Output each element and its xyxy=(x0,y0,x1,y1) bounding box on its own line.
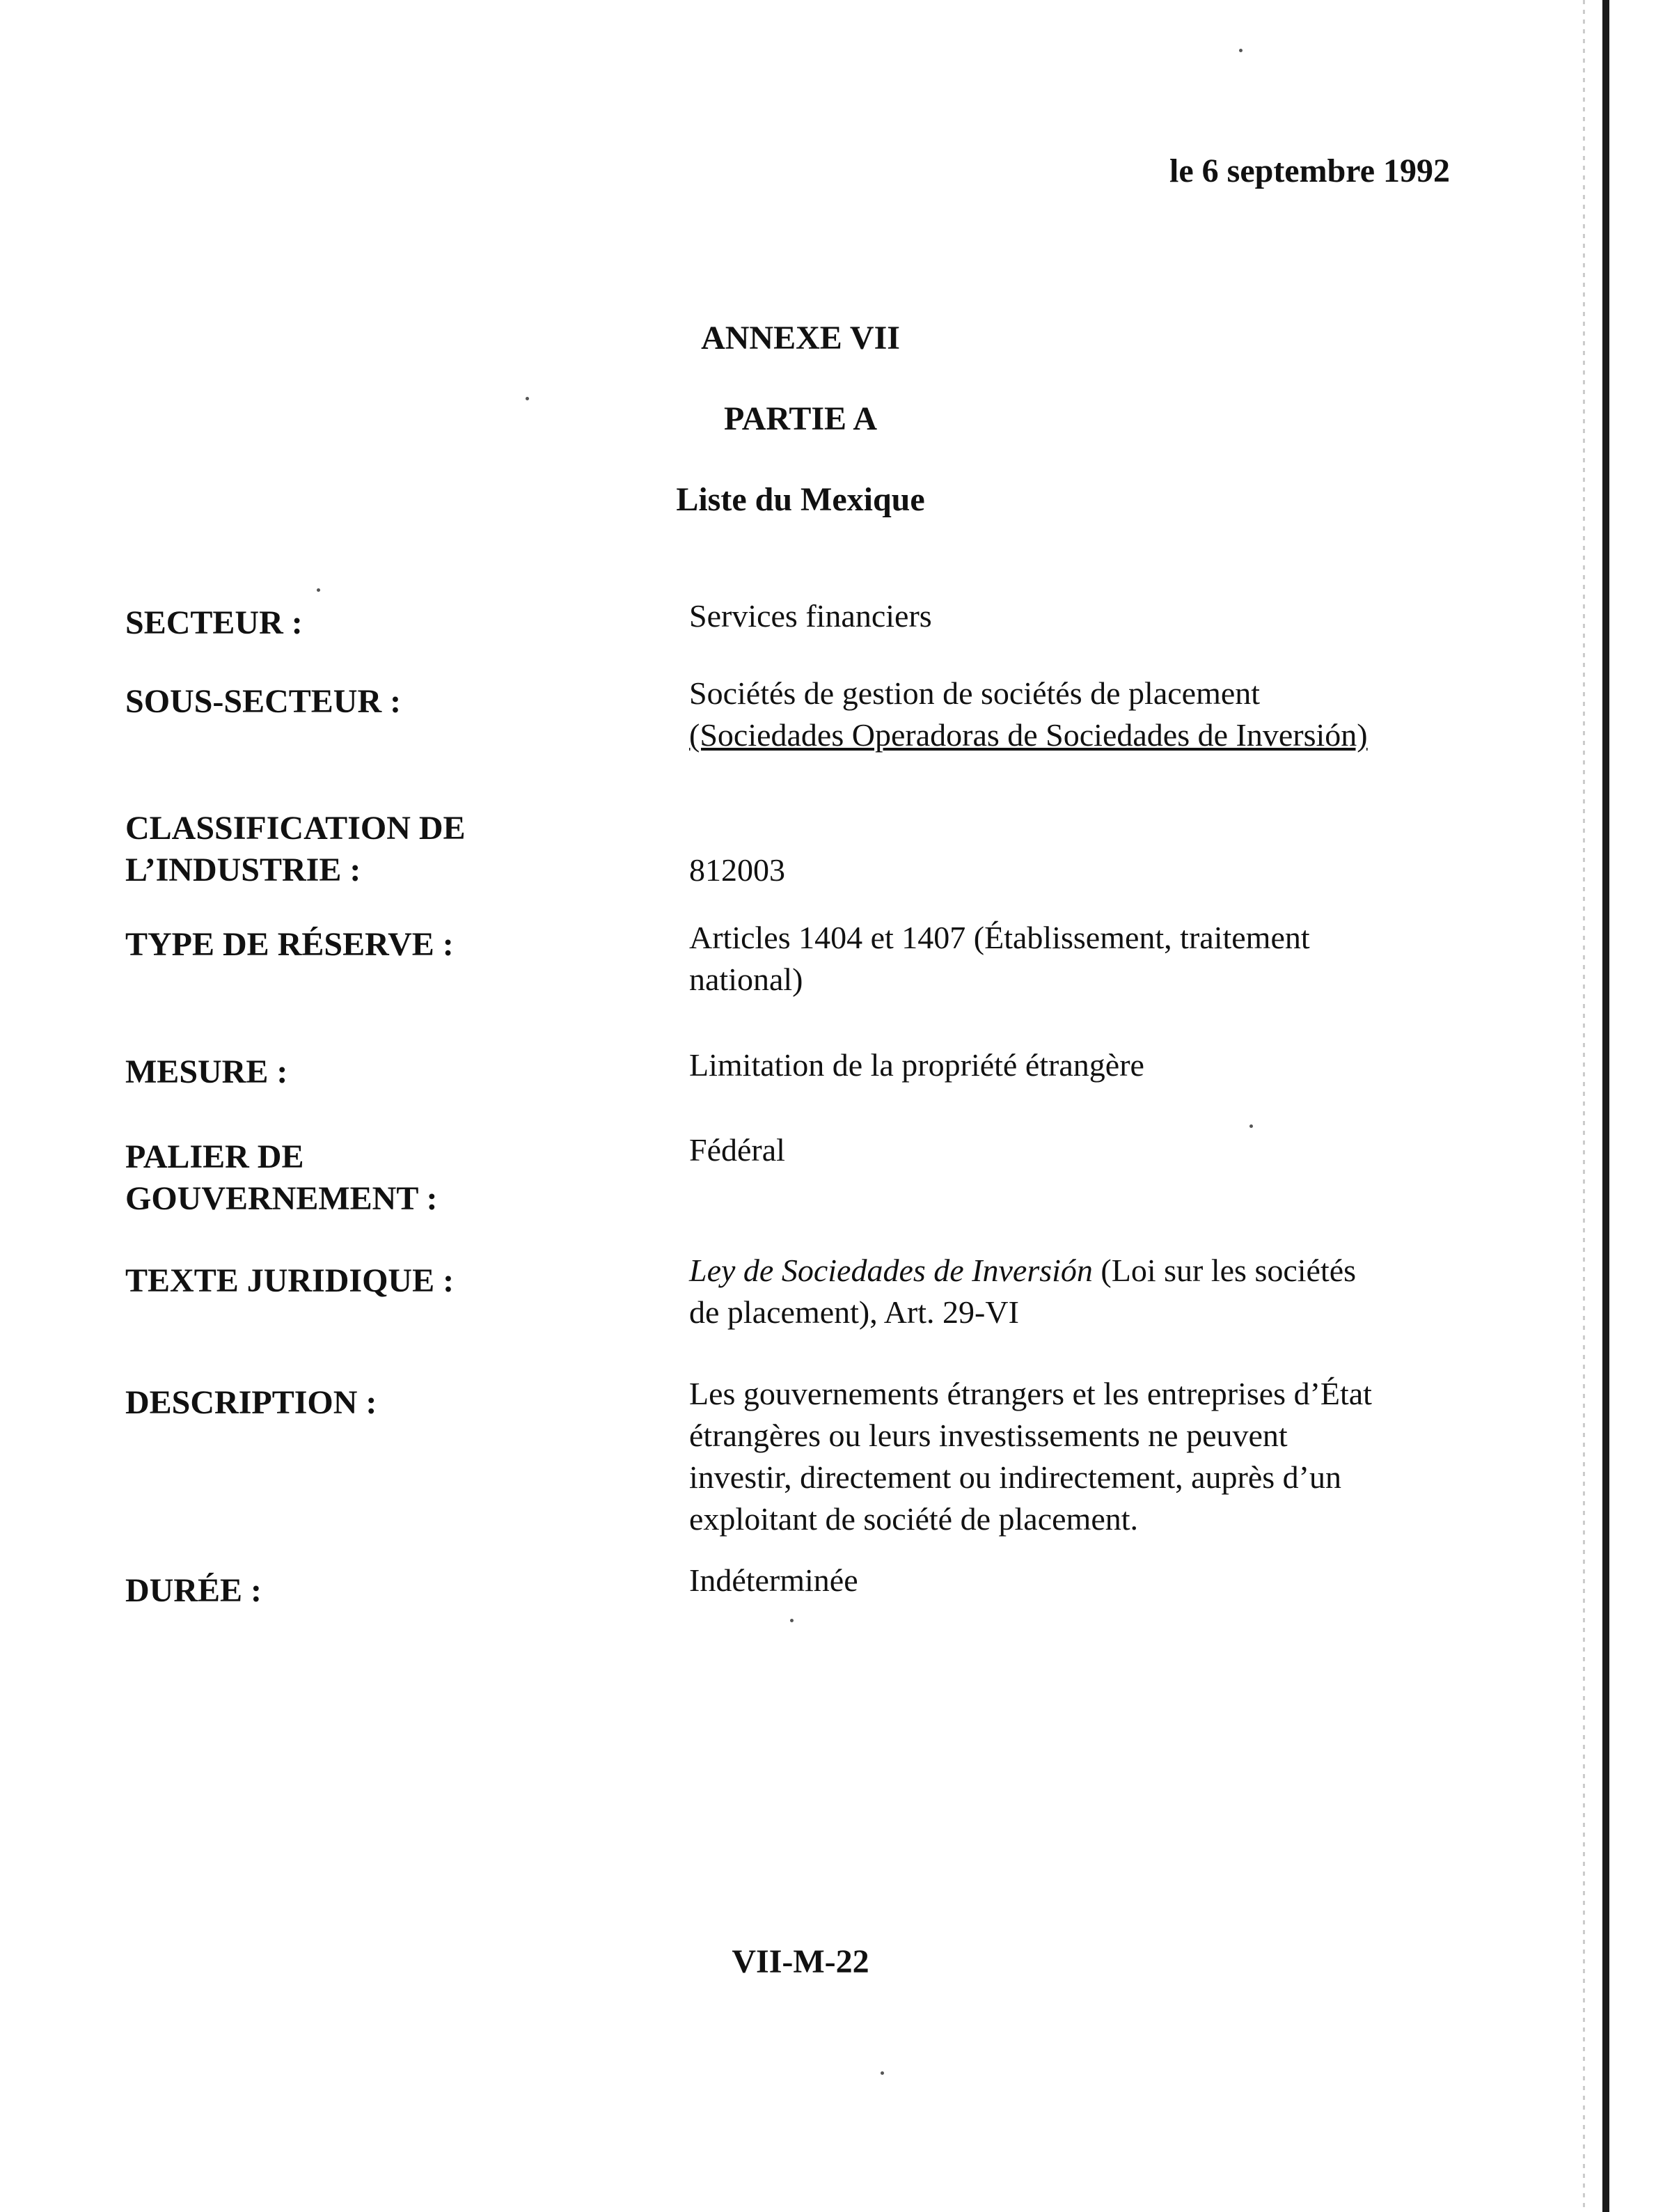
classification-label-line2: L’INDUSTRIE : xyxy=(125,852,361,888)
palier-label xyxy=(125,1136,654,1220)
scan-speck xyxy=(881,2071,884,2075)
texte-juridique-value xyxy=(689,1250,1490,1333)
palier-label-line1: PALIER DE xyxy=(125,1138,304,1175)
description-value-line3: investir, directement ou indirectement, auprès d’un xyxy=(689,1459,1342,1495)
type-reserve-value xyxy=(689,917,1490,1001)
secteur-label: SECTEUR : xyxy=(125,604,303,641)
scan-speck xyxy=(317,588,320,592)
mesure-value: Limitation de la propriété étrangère xyxy=(689,1047,1144,1083)
duree-value: Indéterminée xyxy=(689,1562,858,1598)
type-reserve-value-line1: Articles 1404 et 1407 (Établissement, traitement xyxy=(689,920,1310,955)
sous-secteur-value-line2: (Sociedades Operadoras de Sociedades de Inversión) xyxy=(689,717,1368,753)
mesure-label: MESURE : xyxy=(125,1053,288,1090)
classification-value: 812003 xyxy=(689,852,785,888)
secteur-value: Services financiers xyxy=(689,598,932,634)
type-reserve-label: TYPE DE RÉSERVE : xyxy=(125,926,454,963)
description-value xyxy=(689,1373,1490,1540)
scan-speck xyxy=(1249,1124,1253,1128)
type-reserve-value-line2: national) xyxy=(689,962,803,997)
description-value-line4: exploitant de société de placement. xyxy=(689,1501,1139,1537)
texte-juridique-value-line2: de placement), Art. 29-VI xyxy=(689,1294,1019,1330)
duree-label: DURÉE : xyxy=(125,1572,262,1609)
palier-value: Fédéral xyxy=(689,1132,785,1168)
law-translation: (Loi sur les sociétés xyxy=(1092,1253,1357,1288)
palier-label-line2: GOUVERNEMENT : xyxy=(125,1180,438,1217)
page-number: VII-M-22 xyxy=(732,1943,869,1980)
texte-juridique-value-line1 xyxy=(689,1250,1490,1292)
description-label: DESCRIPTION : xyxy=(125,1384,377,1421)
scan-speck xyxy=(790,1619,794,1622)
classification-label-line1: CLASSIFICATION DE xyxy=(125,810,466,847)
sous-secteur-value-line1: Sociétés de gestion de sociétés de placement xyxy=(689,675,1261,711)
sous-secteur-label: SOUS-SECTEUR : xyxy=(125,683,402,720)
description-value-line1: Les gouvernements étrangers et les entreprises d’État xyxy=(689,1376,1372,1411)
description-value-line2: étrangères ou leurs investissements ne peuvent xyxy=(689,1418,1288,1453)
annex-title: ANNEXE VII xyxy=(701,320,900,356)
law-title: Ley de Sociedades de Inversión xyxy=(689,1253,1093,1288)
sous-secteur-value xyxy=(689,673,1490,756)
list-title: Liste du Mexique xyxy=(676,481,925,518)
scan-page-edge xyxy=(1602,0,1609,2212)
document-date: le 6 septembre 1992 xyxy=(1169,152,1451,189)
scan-speck xyxy=(1239,49,1243,52)
classification-label xyxy=(125,808,654,891)
part-title: PARTIE A xyxy=(723,400,878,437)
texte-juridique-label: TEXTE JURIDIQUE : xyxy=(125,1262,455,1299)
